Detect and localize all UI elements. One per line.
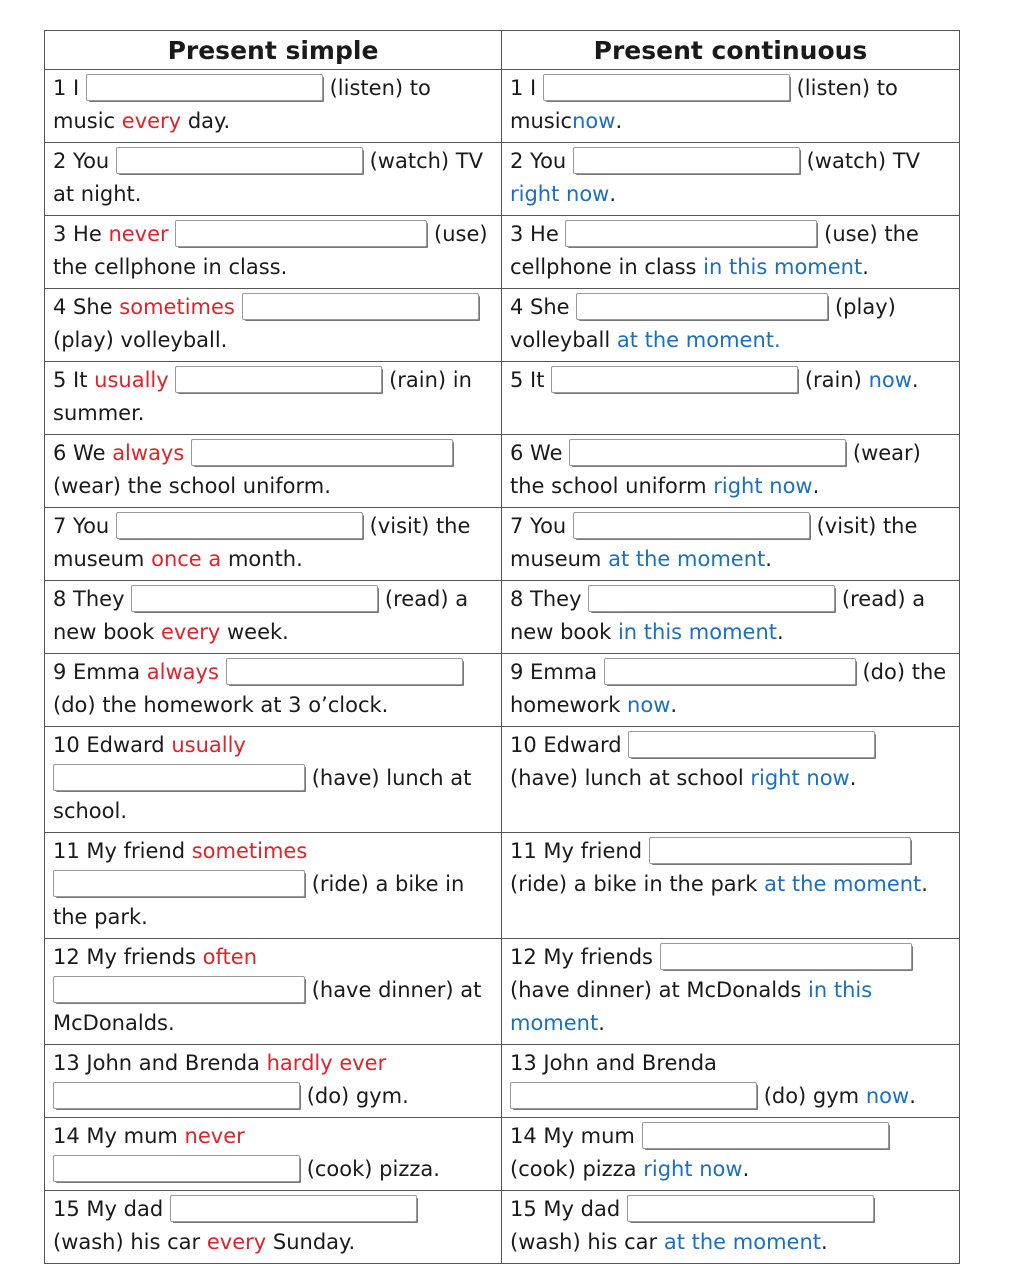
time-expression: at the moment. <box>616 328 781 352</box>
subject: 8 They <box>510 587 582 611</box>
verb-hint: (wear) the school uniform. <box>53 474 331 498</box>
subject: 7 You <box>53 514 110 538</box>
simple-cell <box>45 727 502 833</box>
sentence-end: week. <box>227 620 289 644</box>
table-row <box>45 216 960 289</box>
answer-input[interactable] <box>116 512 363 539</box>
table-row <box>45 435 960 508</box>
subject: 5 It <box>53 368 88 392</box>
frequency-word: often <box>202 945 258 969</box>
answer-input[interactable] <box>543 74 790 101</box>
verb-hint: (read) a new book <box>510 587 926 644</box>
time-expression: at the moment <box>764 872 922 896</box>
sentence-end: . <box>615 109 623 133</box>
frequency-word: always <box>112 441 185 465</box>
table-row <box>45 1191 960 1264</box>
subject: 6 We <box>510 441 563 465</box>
time-expression: now <box>627 693 671 717</box>
answer-input[interactable] <box>551 366 798 393</box>
subject: 14 My mum <box>510 1124 635 1148</box>
time-expression: now <box>865 1084 910 1108</box>
verb-hint: (read) a new book <box>53 587 469 644</box>
verb-hint: (do) gym <box>763 1084 860 1108</box>
verb-hint: (visit) the museum <box>510 514 918 571</box>
table-row <box>45 289 960 362</box>
sentence-end: . <box>849 766 857 790</box>
answer-input[interactable] <box>53 976 305 1003</box>
answer-input[interactable] <box>131 585 378 612</box>
simple-cell <box>45 362 502 435</box>
answer-input[interactable] <box>53 1155 300 1182</box>
continuous-cell <box>502 143 960 216</box>
answer-input[interactable] <box>53 764 305 791</box>
simple-cell <box>45 435 502 508</box>
time-expression: right now <box>750 766 850 790</box>
continuous-cell <box>502 1045 960 1118</box>
table-row <box>45 70 960 143</box>
subject: 12 My friends <box>510 945 653 969</box>
verb-hint: (play) volleyball <box>510 295 896 352</box>
verb-hint: (play) volleyball. <box>53 328 228 352</box>
subject: 10 Edward <box>510 733 622 757</box>
frequency-word: hardly ever <box>266 1051 387 1075</box>
time-expression: in this moment <box>703 255 863 279</box>
simple-cell <box>45 70 502 143</box>
sentence-end: . <box>777 620 784 644</box>
simple-cell <box>45 1191 502 1264</box>
present-continuous-header: Present continuous <box>502 31 960 70</box>
frequency-word: sometimes <box>119 295 235 319</box>
tense-worksheet-table <box>44 30 960 1264</box>
table-row <box>45 727 960 833</box>
continuous-cell <box>502 1118 960 1191</box>
table-row <box>45 1045 960 1118</box>
subject: 15 My dad <box>53 1197 164 1221</box>
subject: 12 My friends <box>53 945 196 969</box>
verb-hint: (watch) TV at night. <box>53 149 483 206</box>
continuous-cell <box>502 581 960 654</box>
simple-cell <box>45 939 502 1045</box>
time-expression: in this moment <box>617 620 778 644</box>
table-row <box>45 1118 960 1191</box>
verb-hint: (rain) <box>804 368 862 392</box>
answer-input[interactable] <box>226 658 463 685</box>
verb-hint: (have) lunch at school. <box>53 766 472 823</box>
sentence-end: . <box>765 547 772 571</box>
table-row <box>45 508 960 581</box>
sentence-end: . <box>598 1011 605 1035</box>
simple-cell <box>45 654 502 727</box>
verb-hint: (cook) pizza <box>510 1157 637 1181</box>
time-expression: now <box>868 368 912 392</box>
continuous-cell <box>502 833 960 939</box>
simple-cell <box>45 143 502 216</box>
answer-input[interactable] <box>53 1082 300 1109</box>
frequency-word: never <box>108 222 169 246</box>
table-row <box>45 362 960 435</box>
subject: 10 Edward <box>53 733 165 757</box>
verb-hint: (wash) his car <box>510 1230 658 1254</box>
sentence-end: . <box>812 474 820 498</box>
frequency-word: usually <box>94 368 169 392</box>
present-simple-header: Present simple <box>45 31 502 70</box>
sentence-end: . <box>909 1084 916 1108</box>
verb-hint: (listen) to music <box>510 76 898 133</box>
simple-cell <box>45 508 502 581</box>
frequency-word: every <box>160 620 221 644</box>
continuous-cell <box>502 654 960 727</box>
sentence-end: . <box>670 693 678 717</box>
answer-input[interactable] <box>649 837 911 864</box>
time-expression: right now <box>510 182 610 206</box>
table-row <box>45 939 960 1045</box>
subject: 9 Emma <box>510 660 598 684</box>
continuous-cell <box>502 362 960 435</box>
verb-hint: (use) the cellphone in class. <box>53 222 488 279</box>
frequency-word: usually <box>171 733 246 757</box>
time-expression: at the moment <box>663 1230 822 1254</box>
answer-input[interactable] <box>642 1122 889 1149</box>
sentence-end: . <box>911 368 919 392</box>
answer-input[interactable] <box>660 943 912 970</box>
verb-hint: (have dinner) at McDonalds. <box>53 978 482 1035</box>
simple-cell <box>45 289 502 362</box>
table-row <box>45 654 960 727</box>
subject: 13 John and Brenda <box>53 1051 260 1075</box>
answer-input[interactable] <box>569 439 846 466</box>
frequency-word: once a <box>151 547 222 571</box>
time-expression: right now <box>643 1157 743 1181</box>
subject: 4 She <box>53 295 113 319</box>
continuous-cell <box>502 216 960 289</box>
verb-hint: (wear) the school uniform <box>510 441 921 498</box>
verb-hint: (ride) a bike in the park. <box>53 872 465 929</box>
sentence-end: . <box>862 255 869 279</box>
verb-hint: (do) the homework <box>510 660 947 717</box>
subject: 9 Emma <box>53 660 141 684</box>
simple-cell <box>45 1118 502 1191</box>
answer-input[interactable] <box>573 147 800 174</box>
answer-input[interactable] <box>191 439 453 466</box>
sentence-end: month. <box>227 547 303 571</box>
continuous-cell <box>502 70 960 143</box>
continuous-cell <box>502 289 960 362</box>
simple-cell <box>45 1045 502 1118</box>
subject: 11 My friend <box>53 839 186 863</box>
table-row <box>45 143 960 216</box>
sentence-end: Sunday. <box>272 1230 356 1254</box>
verb-hint: (wash) his car <box>53 1230 201 1254</box>
continuous-cell <box>502 508 960 581</box>
time-expression: right now <box>713 474 813 498</box>
subject: 4 She <box>510 295 570 319</box>
frequency-word: every <box>121 109 182 133</box>
answer-input[interactable] <box>170 1195 417 1222</box>
answer-input[interactable] <box>53 870 305 897</box>
continuous-cell <box>502 727 960 833</box>
verb-hint: (have dinner) at McDonalds <box>510 978 802 1002</box>
verb-hint: (visit) the museum <box>53 514 471 571</box>
answer-input[interactable] <box>175 366 382 393</box>
verb-hint: (have) lunch at school <box>510 766 744 790</box>
header-row <box>45 31 960 70</box>
subject: 2 You <box>53 149 110 173</box>
time-expression: now <box>572 109 616 133</box>
simple-cell <box>45 216 502 289</box>
subject: 15 My dad <box>510 1197 621 1221</box>
continuous-cell <box>502 939 960 1045</box>
answer-input[interactable] <box>565 220 817 247</box>
subject: 7 You <box>510 514 567 538</box>
answer-input[interactable] <box>604 658 856 685</box>
sentence-end: day. <box>187 109 231 133</box>
verb-hint: (rain) in summer. <box>53 368 472 425</box>
frequency-word: never <box>184 1124 245 1148</box>
verb-hint: (ride) a bike in the park <box>510 872 758 896</box>
verb-hint: (do) gym. <box>306 1084 409 1108</box>
subject: 1 I <box>510 76 537 100</box>
subject: 11 My friend <box>510 839 643 863</box>
table-row <box>45 833 960 939</box>
verb-hint: (watch) TV <box>806 149 920 173</box>
time-expression: in this moment <box>510 978 873 1035</box>
answer-input[interactable] <box>628 731 875 758</box>
verb-hint: (cook) pizza. <box>306 1157 440 1181</box>
verb-hint: (listen) to music <box>53 76 431 133</box>
answer-input[interactable] <box>573 512 810 539</box>
subject: 3 He <box>510 222 559 246</box>
continuous-cell <box>502 1191 960 1264</box>
answer-input[interactable] <box>242 293 479 320</box>
answer-input[interactable] <box>627 1195 874 1222</box>
verb-hint: (use) the cellphone in class <box>510 222 919 279</box>
subject: 14 My mum <box>53 1124 178 1148</box>
subject: 3 He <box>53 222 102 246</box>
subject: 1 I <box>53 76 80 100</box>
continuous-cell <box>502 435 960 508</box>
answer-input[interactable] <box>588 585 835 612</box>
frequency-word: always <box>146 660 219 684</box>
answer-input[interactable] <box>116 147 363 174</box>
answer-input[interactable] <box>510 1082 757 1109</box>
simple-cell <box>45 581 502 654</box>
sentence-end: . <box>921 872 928 896</box>
answer-input[interactable] <box>86 74 323 101</box>
sentence-end: . <box>742 1157 750 1181</box>
subject: 2 You <box>510 149 567 173</box>
subject: 5 It <box>510 368 545 392</box>
frequency-word: every <box>206 1230 267 1254</box>
answer-input[interactable] <box>175 220 427 247</box>
time-expression: at the moment <box>608 547 766 571</box>
frequency-word: sometimes <box>191 839 308 863</box>
subject: 13 John and Brenda <box>510 1051 717 1075</box>
simple-cell <box>45 833 502 939</box>
sentence-end: . <box>609 182 617 206</box>
table-row <box>45 581 960 654</box>
verb-hint: (do) the homework at 3 o’clock. <box>53 693 389 717</box>
subject: 6 We <box>53 441 106 465</box>
sentence-end: . <box>821 1230 828 1254</box>
subject: 8 They <box>53 587 125 611</box>
answer-input[interactable] <box>576 293 828 320</box>
